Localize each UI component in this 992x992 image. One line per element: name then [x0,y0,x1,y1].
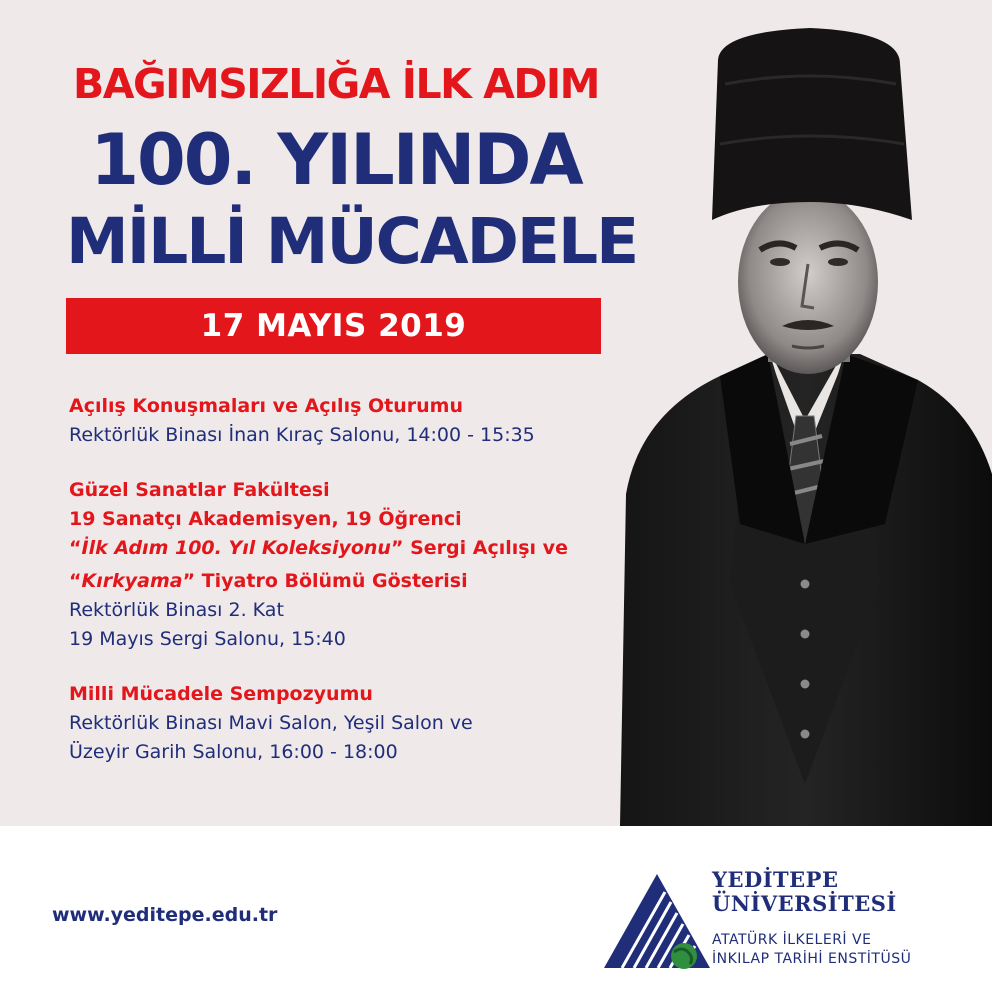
event-1-title: Açılış Konuşmaları ve Açılış Oturumu [69,395,463,417]
event-2-theatre [69,567,629,596]
play-name: Kırkyama [81,570,183,592]
quote-open: “ [69,570,82,592]
headline-line-1: BAĞIMSIZLIĞA İLK ADIM [73,60,599,108]
event-2-place-1: Rektörlük Binası 2. Kat [69,599,284,621]
event-2-faculty: Güzel Sanatlar Fakültesi [69,479,330,501]
event-2-place-2: 19 Mayıs Sergi Salonu, 15:40 [69,628,346,650]
event-1-place: Rektörlük Binası İnan Kıraç Salonu, 14:00 - 15:35 [69,424,535,446]
logo-institute-line-1: ATATÜRK İLKELERİ VE [712,932,872,948]
schedule [69,392,629,767]
event-2-exhibition [69,534,629,563]
event-2-participants: 19 Sanatçı Akademisyen, 19 Öğrenci [69,508,462,530]
quote-open: “ [69,537,82,559]
portrait-photo [600,24,992,826]
event-3-place-1: Rektörlük Binası Mavi Salon, Yeşil Salon ve [69,712,473,734]
logo-institute-line-2: İNKILAP TARİHİ ENSTİTÜSÜ [712,951,912,967]
logo-name-line-2: ÜNİVERSİTESİ [712,891,897,916]
university-logo-mark-icon [602,872,712,970]
theatre-rest: ” Tiyatro Bölümü Gösterisi [182,570,468,592]
event-3-place-2: Üzeyir Garih Salonu, 16:00 - 18:00 [69,741,398,763]
footer [0,826,992,992]
collection-name: İlk Adım 100. Yıl Koleksiyonu [81,537,391,559]
exhibition-rest: ” Sergi Açılışı ve [390,537,568,559]
headline-line-3: MİLLİ MÜCADELE [66,205,638,278]
event-3-title: Milli Mücadele Sempozyumu [69,683,373,705]
headline-line-2: 100. YILINDA [90,119,582,201]
logo-name-line-1: YEDİTEPE [712,867,839,892]
website-link[interactable]: www.yeditepe.edu.tr [52,904,278,926]
date-banner: 17 MAYIS 2019 [66,298,601,354]
